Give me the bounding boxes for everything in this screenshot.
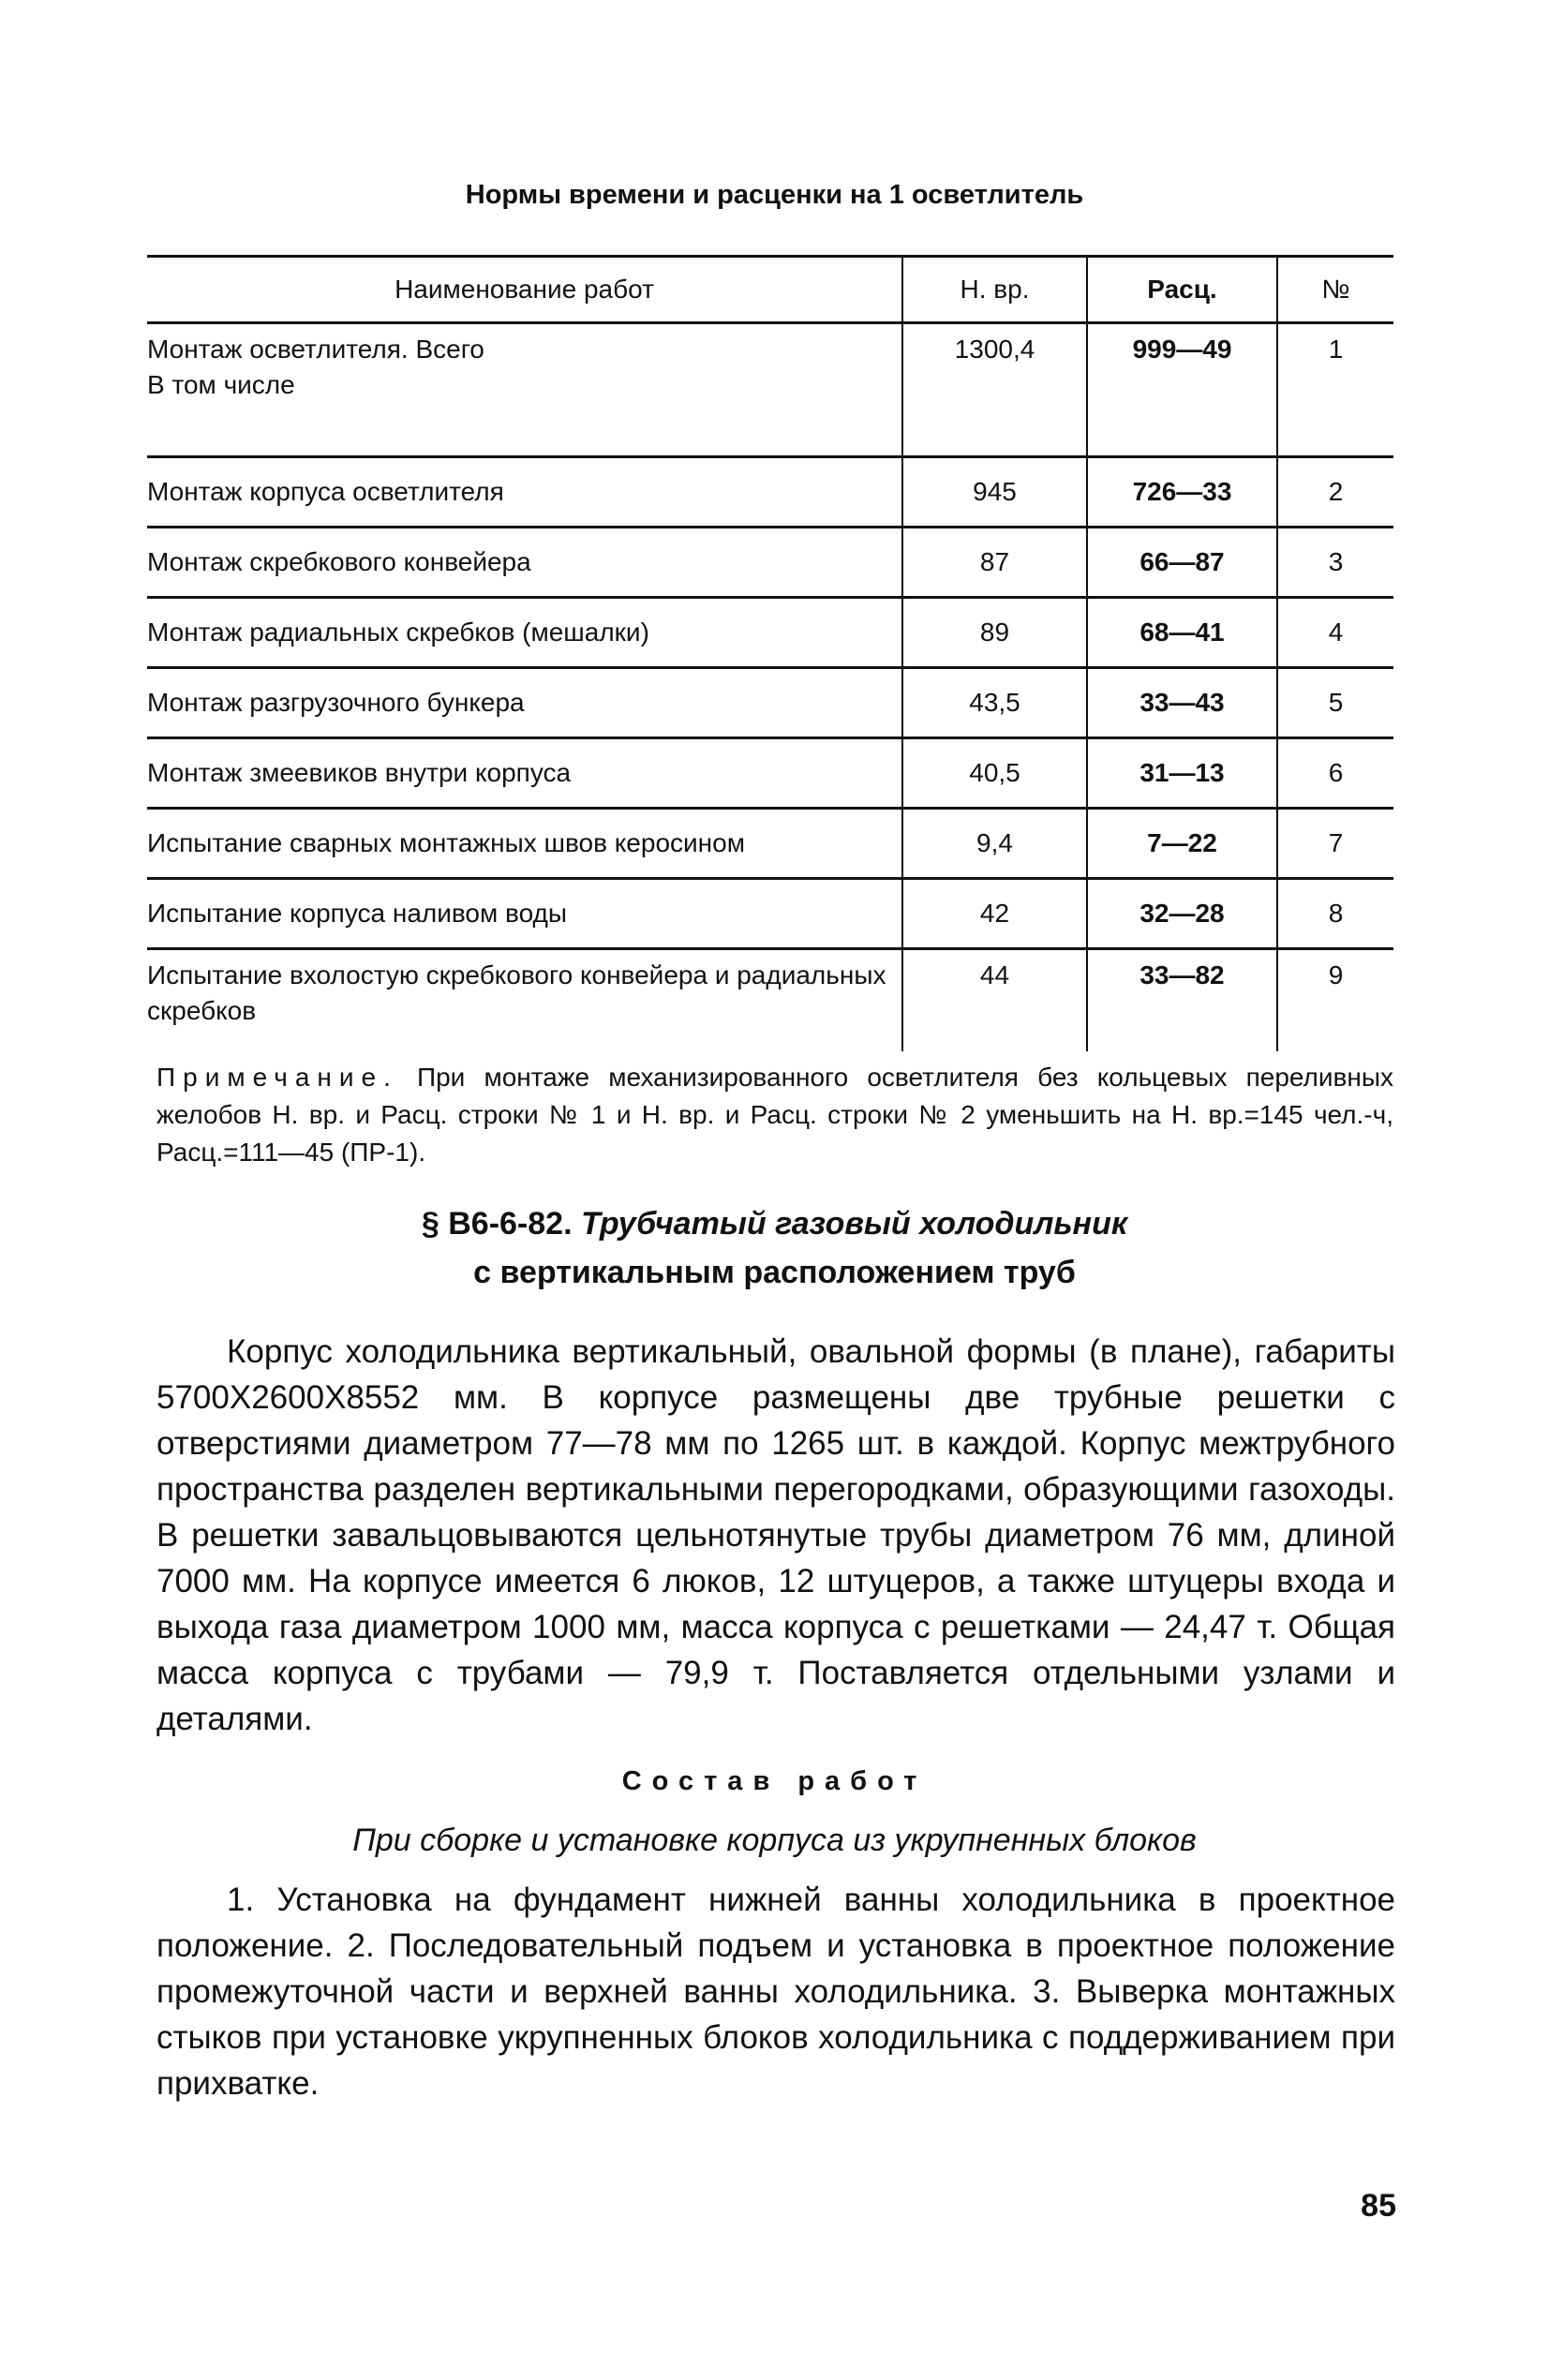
row-name: Монтаж змеевиков внутри корпуса	[147, 758, 572, 787]
header-num: №	[1277, 257, 1393, 323]
row-hvr: 1300,4	[902, 323, 1087, 457]
row-rasc: 33—82	[1087, 949, 1277, 1052]
header-rasc: Расц.	[1087, 257, 1277, 323]
row-rasc: 68—41	[1087, 598, 1277, 668]
row-num: 5	[1277, 668, 1393, 738]
table-row	[147, 323, 1393, 457]
row-name: Монтаж корпуса осветлителя	[147, 477, 504, 506]
table-row	[147, 879, 1393, 949]
description-paragraph: Корпус холодильника вертикальный, овальной формы (в плане), габариты 5700Х2600Х8552 мм. В корпусе размещены две трубные решетки с отверстиями диаметром 77—78 мм по 1265 шт. в каждой. Корпус межтрубного пространства разделен вертикальными перегородками, образующими газоходы. В решетки завальцовываются цельнотянутые трубы диаметром 76 мм, длиной 7000 мм. На корпусе имеется 6 люков, 12 штуцеров, а также штуцеры входа и выхода газа диаметром 1000 мм, масса корпуса с решетками — 24,47 т. Общая масса корпуса с трубами — 79,9 т. Поставляется отдельными узлами и деталями.	[156, 1333, 1395, 1737]
section-code: § В6-6-82.	[421, 1206, 573, 1242]
row-name: Испытание сварных монтажных швов керосином	[147, 828, 745, 857]
row-rasc: 999—49	[1087, 323, 1277, 457]
row-rasc: 726—33	[1087, 457, 1277, 528]
row-num: 4	[1277, 598, 1393, 668]
table-row	[147, 809, 1393, 879]
row-num: 6	[1277, 738, 1393, 809]
section-title-line1: Трубчатый газовый холодильник	[580, 1206, 1128, 1242]
page-number: 85	[1361, 2188, 1396, 2224]
row-num: 8	[1277, 879, 1393, 949]
table-row	[147, 457, 1393, 528]
table-row	[147, 668, 1393, 738]
row-name: Испытание корпуса наливом воды	[147, 899, 568, 928]
header-name: Наименование работ	[395, 275, 654, 304]
row-name: Монтаж разгрузочного бункера	[147, 688, 525, 717]
row-num: 1	[1277, 323, 1393, 457]
table-row	[147, 528, 1393, 598]
row-hvr: 44	[902, 949, 1087, 1052]
row-rasc: 32—28	[1087, 879, 1277, 949]
row-hvr: 40,5	[902, 738, 1087, 809]
row-rasc: 66—87	[1087, 528, 1277, 598]
table-row	[147, 598, 1393, 668]
composition-subheading: При сборке и установке корпуса из укрупненных блоков	[352, 1822, 1197, 1858]
composition-heading: Состав работ	[621, 1766, 928, 1796]
row-name: Монтаж осветлителя. Всего В том числе	[147, 335, 484, 399]
table-row	[147, 738, 1393, 809]
row-hvr: 945	[902, 457, 1087, 528]
steps-paragraph: 1. Установка на фундамент нижней ванны холодильника в проектное положение. 2. Последовательный подъем и установка в проектное положение промежуточной части и верхней ванны холодильника. 3. Выверка монтажных стыков при установке укрупненных блоков холодильника с поддерживанием при прихватке.	[156, 1882, 1395, 2102]
page-title: Нормы времени и расценки на 1 осветлитель	[465, 180, 1084, 210]
row-num: 9	[1277, 949, 1393, 1052]
row-rasc: 7—22	[1087, 809, 1277, 879]
row-hvr: 87	[902, 528, 1087, 598]
row-num: 7	[1277, 809, 1393, 879]
norms-table	[147, 255, 1393, 1051]
row-hvr: 89	[902, 598, 1087, 668]
row-name: Испытание вхолостую скребкового конвейера и радиальных скребков	[147, 960, 886, 1025]
row-hvr: 9,4	[902, 809, 1087, 879]
row-rasc: 31—13	[1087, 738, 1277, 809]
row-num: 2	[1277, 457, 1393, 528]
row-hvr: 42	[902, 879, 1087, 949]
table-header-row	[147, 257, 1393, 323]
row-hvr: 43,5	[902, 668, 1087, 738]
note-text: При монтаже механизированного осветлителя без кольцевых переливных желобов Н. вр. и Расц. строки № 1 и Н. вр. и Расц. строки № 2 уменьшить на Н. вр.=145 чел.-ч, Расц.=111—45 (ПР-1).	[156, 1063, 1393, 1167]
section-heading	[0, 1199, 1549, 1297]
section-title-line2: с вертикальным расположением труб	[473, 1255, 1076, 1290]
note-label: Примечание.	[156, 1063, 398, 1092]
row-name: Монтаж скребкового конвейера	[147, 547, 531, 576]
row-num: 3	[1277, 528, 1393, 598]
row-rasc: 33—43	[1087, 668, 1277, 738]
table-note	[156, 1059, 1393, 1171]
row-name: Монтаж радиальных скребков (мешалки)	[147, 617, 649, 647]
header-hvr: Н. вр.	[902, 257, 1087, 323]
table-row	[147, 949, 1393, 1052]
